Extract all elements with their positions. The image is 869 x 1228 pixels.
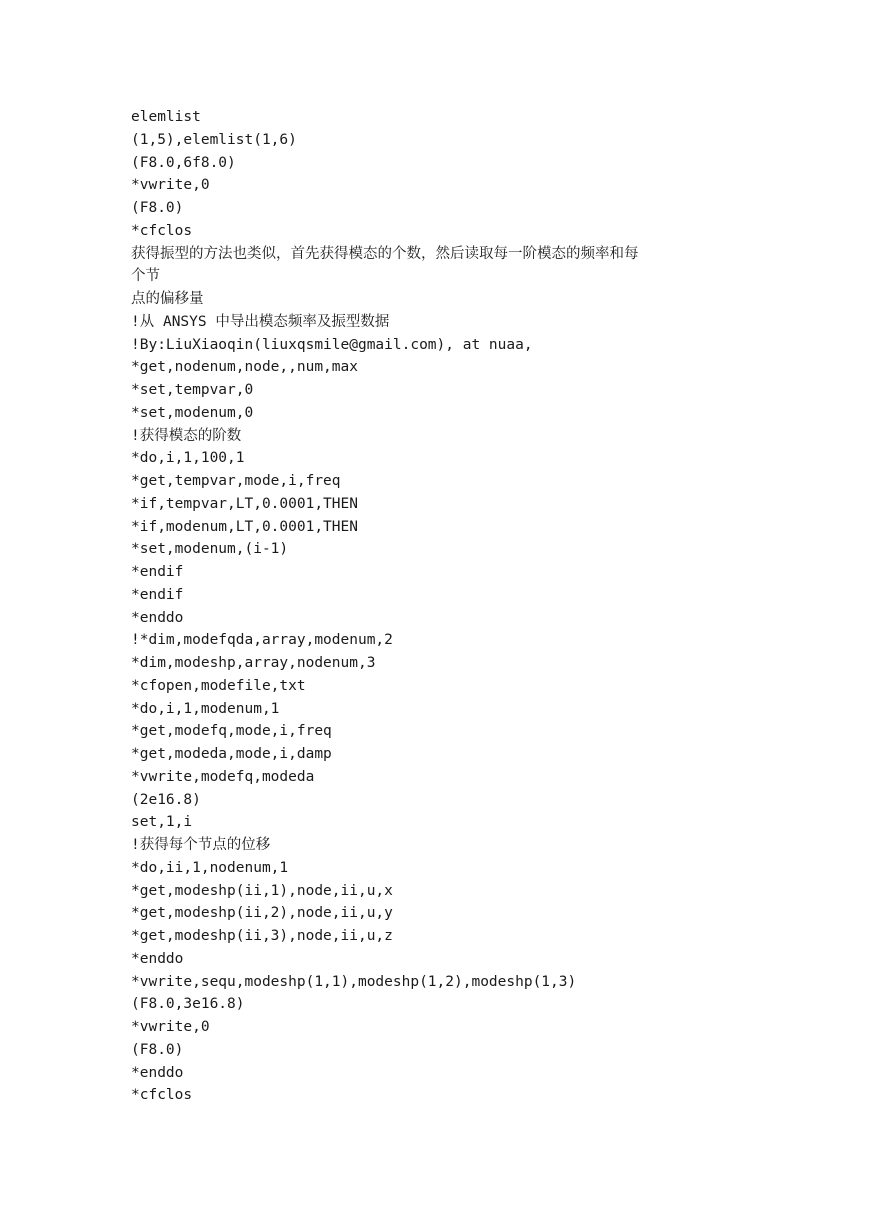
text-line: elemlist bbox=[131, 109, 201, 125]
text-line: (F8.0) bbox=[131, 200, 184, 216]
text-line: *vwrite,0 bbox=[131, 177, 210, 194]
text-line: *get,modeshp(ii,3),node,ii,u,z bbox=[131, 928, 393, 944]
text-line: *set,tempvar,0 bbox=[131, 382, 254, 398]
text-line: *if,modenum,LT,0.0001,THEN bbox=[131, 518, 358, 535]
text-line: *cfopen,modefile,txt bbox=[131, 677, 306, 694]
text-line: *enddo bbox=[131, 950, 184, 967]
text-line: 个节 bbox=[131, 268, 160, 285]
text-line: !By:LiuXiaoqin(liuxqsmile@gmail.com), at nuaa, bbox=[131, 336, 533, 353]
text-line: set,1,i bbox=[131, 814, 193, 831]
text-line: *get,modeshp(ii,2),node,ii,u,y bbox=[131, 905, 393, 922]
text-line: *enddo bbox=[131, 609, 184, 626]
text-line: *get,modefq,mode,i,freq bbox=[131, 723, 332, 740]
text-line: *get,nodenum,node,,num,max bbox=[131, 359, 358, 376]
text-line: *set,modenum,0 bbox=[131, 404, 254, 421]
text-line: *enddo bbox=[131, 1064, 184, 1081]
text-line: (F8.0,6f8.0) bbox=[131, 154, 236, 171]
text-line: *get,modeda,mode,i,damp bbox=[131, 746, 332, 762]
text-line: *do,ii,1,nodenum,1 bbox=[131, 859, 289, 876]
text-line: 获得振型的方法也类似，首先获得模态的个数，然后读取每一阶模态的频率和每 bbox=[131, 245, 639, 262]
text-line: !获得每个节点的位移 bbox=[131, 837, 271, 853]
text-line: (F8.0,3e16.8) bbox=[131, 996, 245, 1013]
text-line: !*dim,modefqda,array,modenum,2 bbox=[131, 632, 393, 649]
text-line: (1,5),elemlist(1,6) bbox=[131, 131, 297, 148]
text-line: (2e16.8) bbox=[131, 791, 201, 808]
text-line: *endif bbox=[131, 564, 184, 580]
text-line: *do,i,1,modenum,1 bbox=[131, 700, 280, 717]
text-line: 点的偏移量 bbox=[131, 291, 204, 307]
text-line: *do,i,1,100,1 bbox=[131, 450, 245, 467]
text-line: *if,tempvar,LT,0.0001,THEN bbox=[131, 495, 358, 512]
text-line: *cfclos bbox=[131, 222, 193, 239]
text-line: *get,modeshp(ii,1),node,ii,u,x bbox=[131, 882, 393, 899]
text-line: !从 ANSYS 中导出模态频率及振型数据 bbox=[131, 313, 390, 330]
text-line: !获得模态的阶数 bbox=[131, 427, 242, 444]
text-line: *endif bbox=[131, 586, 184, 603]
text-line: *vwrite,0 bbox=[131, 1019, 210, 1035]
text-line: *dim,modeshp,array,nodenum,3 bbox=[131, 655, 376, 671]
document-body bbox=[131, 106, 771, 1107]
text-line: *cfclos bbox=[131, 1087, 193, 1104]
text-line: (F8.0) bbox=[131, 1041, 184, 1058]
text-line: *vwrite,sequ,modeshp(1,1),modeshp(1,2),modeshp(1,3) bbox=[131, 973, 577, 990]
text-line: *set,modenum,(i-1) bbox=[131, 541, 289, 558]
text-line: *get,tempvar,mode,i,freq bbox=[131, 473, 341, 489]
text-line: *vwrite,modefq,modeda bbox=[131, 768, 315, 785]
